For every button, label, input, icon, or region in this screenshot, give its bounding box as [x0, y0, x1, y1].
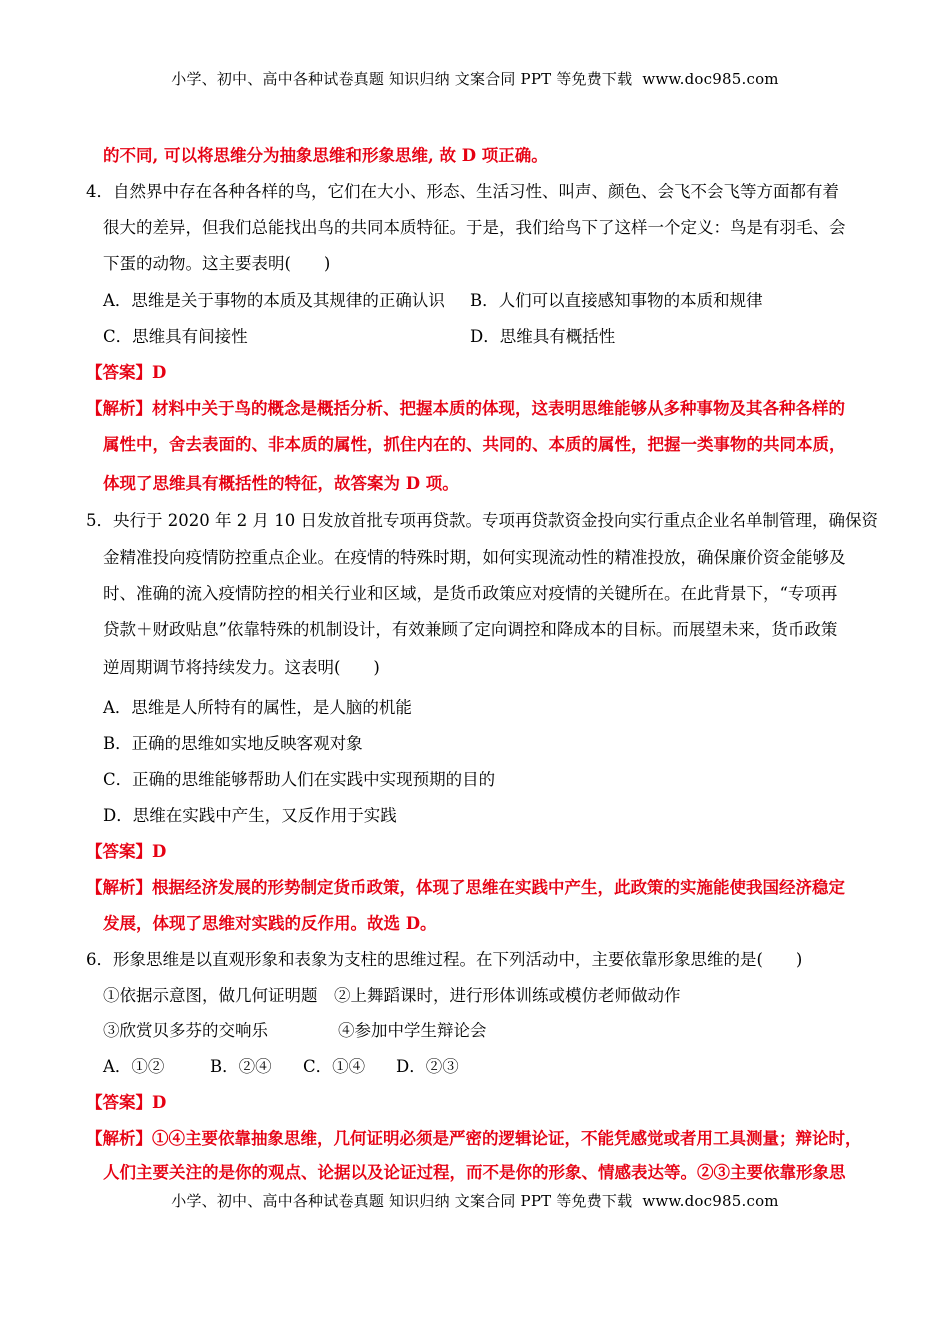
page-header — [0, 68, 950, 89]
q5-option-c: C．正确的思维能够帮助人们在实践中实现预期的目的 — [103, 770, 496, 789]
q4-option-c: C．思维具有间接性 — [103, 327, 248, 346]
q6-analysis-line-1: 【解析】①④主要依靠抽象思维，几何证明必须是严密的逻辑论证，不能凭感觉或者用工具测量；辩论时， — [86, 1129, 862, 1148]
q5-stem-line-1: 5．央行于 2020 年 2 月 10 日发放首批专项再贷款。专项再贷款资金投向实行重点企业名单制管理，确保资 — [86, 511, 878, 530]
q5-stem-line-2: 金精准投向疫情防控重点企业。在疫情的特殊时期，如何实现流动性的精准投放，确保廉价资金能够及 — [103, 548, 846, 567]
q5-option-a: A．思维是人所特有的属性，是人脑的机能 — [103, 698, 412, 717]
q6-option-c: C．①④ — [303, 1057, 366, 1076]
q6-item-3: ③欣赏贝多芬的交响乐 — [103, 1021, 268, 1040]
q6-option-b: B．②④ — [210, 1057, 272, 1076]
q4-option-d: D．思维具有概括性 — [470, 327, 616, 346]
q4-answer: 【答案】D — [86, 363, 167, 382]
header-text: 小学、初中、高中各种试卷真题 知识归纳 文案合同 PPT 等免费下载 — [171, 70, 633, 88]
q5-stem-line-4: 贷款＋财政贴息”依靠特殊的机制设计，有效兼顾了定向调控和降成本的目标。而展望未来，货币政策 — [103, 620, 838, 639]
q4-stem-line-1: 4．自然界中存在各种各样的鸟，它们在大小、形态、生活习性、叫声、颜色、会飞不会飞等方面都有着 — [86, 182, 839, 201]
q6-stem: 6．形象思维是以直观形象和表象为支柱的思维过程。在下列活动中，主要依靠形象思维的是( ) — [86, 950, 803, 969]
q5-answer: 【答案】D — [86, 842, 167, 861]
q6-option-d: D．②③ — [396, 1057, 459, 1076]
q5-stem-line-3: 时、准确的流入疫情防控的相关行业和区域，是货币政策应对疫情的关键所在。在此背景下，“专项再 — [103, 584, 838, 603]
q4-stem-line-2: 很大的差异，但我们总能找出鸟的共同本质特征。于是，我们给鸟下了这样一个定义：鸟是有羽毛、会 — [103, 218, 846, 237]
previous-analysis-tail: 的不同, 可以将思维分为抽象思维和形象思维, 故 D 项正确。 — [103, 146, 548, 165]
q5-analysis-line-1: 【解析】根据经济发展的形势制定货币政策，体现了思维在实践中产生，此政策的实施能使我国经济稳定 — [86, 878, 845, 897]
q4-analysis-line-1: 【解析】材料中关于鸟的概念是概括分析、把握本质的体现，这表明思维能够从多种事物及其各种各样的 — [86, 399, 845, 418]
q6-answer: 【答案】D — [86, 1093, 167, 1112]
q5-stem-line-5: 逆周期调节将持续发力。这表明( ) — [103, 658, 380, 677]
q5-option-d: D．思维在实践中产生，又反作用于实践 — [103, 806, 397, 825]
q5-analysis-line-2: 发展，体现了思维对实践的反作用。故选 D。 — [103, 914, 437, 933]
q4-option-a: A．思维是关于事物的本质及其规律的正确认识 — [103, 291, 445, 310]
page-footer — [0, 1190, 950, 1211]
q6-item-4: ④参加中学生辩论会 — [338, 1021, 487, 1040]
q4-stem-line-3: 下蛋的动物。这主要表明( ) — [103, 254, 331, 273]
q6-option-a: A．①② — [103, 1057, 165, 1076]
q4-option-b: B．人们可以直接感知事物的本质和规律 — [470, 291, 763, 310]
q4-analysis-line-2: 属性中，舍去表面的、非本质的属性，抓住内在的、共同的、本质的属性，把握一类事物的共同本质， — [103, 435, 846, 454]
q6-analysis-line-2: 人们主要关注的是你的观点、论据以及论证过程，而不是你的形象、情感表达等。②③主要依靠形象思 — [103, 1163, 846, 1182]
q4-analysis-line-3: 体现了思维具有概括性的特征，故答案为 D 项。 — [103, 474, 459, 493]
footer-url[interactable]: www.doc985.com — [642, 1192, 779, 1210]
q5-option-b: B．正确的思维如实地反映客观对象 — [103, 734, 363, 753]
q6-items-line-1: ①依据示意图，做几何证明题 ②上舞蹈课时，进行形体训练或模仿老师做动作 — [103, 986, 681, 1005]
header-url[interactable]: www.doc985.com — [642, 70, 779, 88]
footer-text: 小学、初中、高中各种试卷真题 知识归纳 文案合同 PPT 等免费下载 — [171, 1192, 633, 1210]
